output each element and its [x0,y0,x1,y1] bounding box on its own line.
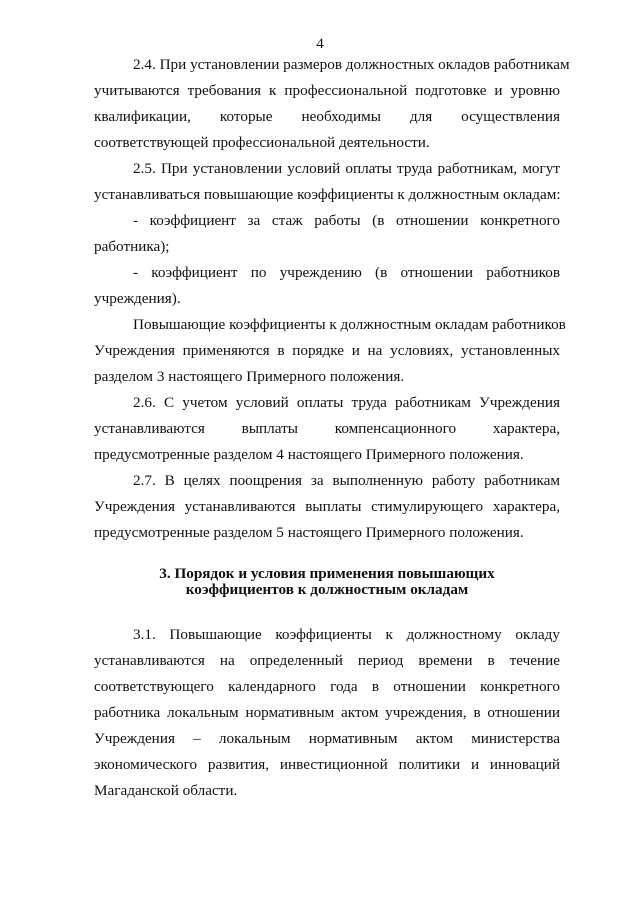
paragraph-coefficients [94,312,566,390]
text-line: работника); [94,238,170,255]
text-line: Учреждения применяются в порядке и на условиях, установленных [94,342,560,359]
text-line: устанавливаются выплаты компенсационного характера, [94,420,560,437]
text-line: соответствующего календарного года в отношении конкретного [94,678,560,695]
page-number: 4 [316,36,324,52]
text-line: - коэффициент по учреждению (в отношении работников [133,264,560,281]
text-line: Повышающие коэффициенты к должностным окладам работников [133,316,566,333]
bullet-institution-coefficient [94,260,560,312]
text-line: устанавливаются на определенный период времени в течение [94,652,560,669]
text-line: квалификации, которые необходимы для осуществления [94,108,560,125]
text-line: Учреждения – локальным нормативным актом министерства [94,730,560,747]
text-line: 2.7. В целях поощрения за выполненную работу работникам [133,472,560,489]
text-line: предусмотренные разделом 5 настоящего Примерного положения. [94,524,524,541]
text-line: экономического развития, инвестиционной политики и инноваций [94,756,560,773]
heading-line: коэффициентов к должностным окладам [185,581,469,598]
paragraph-2-4 [94,52,570,156]
text-line: соответствующей профессиональной деятельности. [94,134,430,151]
text-line: 3.1. Повышающие коэффициенты к должностному окладу [133,626,560,643]
text-line: Учреждения устанавливаются выплаты стимулирующего характера, [94,498,560,515]
paragraph-3-1 [94,622,560,804]
text-line: учитываются требования к профессиональной подготовке и уровню [94,82,560,99]
paragraph-2-6 [94,390,560,468]
paragraph-2-5 [94,156,560,208]
text-line: учреждения). [94,290,181,307]
text-line: работника локальным нормативным актом учреждения, в отношении [94,704,560,721]
heading-line: 3. Порядок и условия применения повышающих [159,565,495,582]
document-body [94,52,570,804]
paragraph-2-7 [94,468,560,546]
text-line: разделом 3 настоящего Примерного положения. [94,368,405,385]
bullet-experience-coefficient [94,208,560,260]
text-line: устанавливаться повышающие коэффициенты к должностным окладам: [94,186,561,203]
text-line: 2.5. При установлении условий оплаты труда работникам, могут [133,160,560,177]
text-line: 2.4. При установлении размеров должностных окладов работникам [133,56,570,73]
text-line: 2.6. С учетом условий оплаты труда работникам Учреждения [133,394,560,411]
section-3-heading [94,566,560,598]
text-line: - коэффициент за стаж работы (в отношении конкретного [133,212,560,229]
text-line: предусмотренные разделом 4 настоящего Примерного положения. [94,446,524,463]
text-line: Магаданской области. [94,782,238,799]
